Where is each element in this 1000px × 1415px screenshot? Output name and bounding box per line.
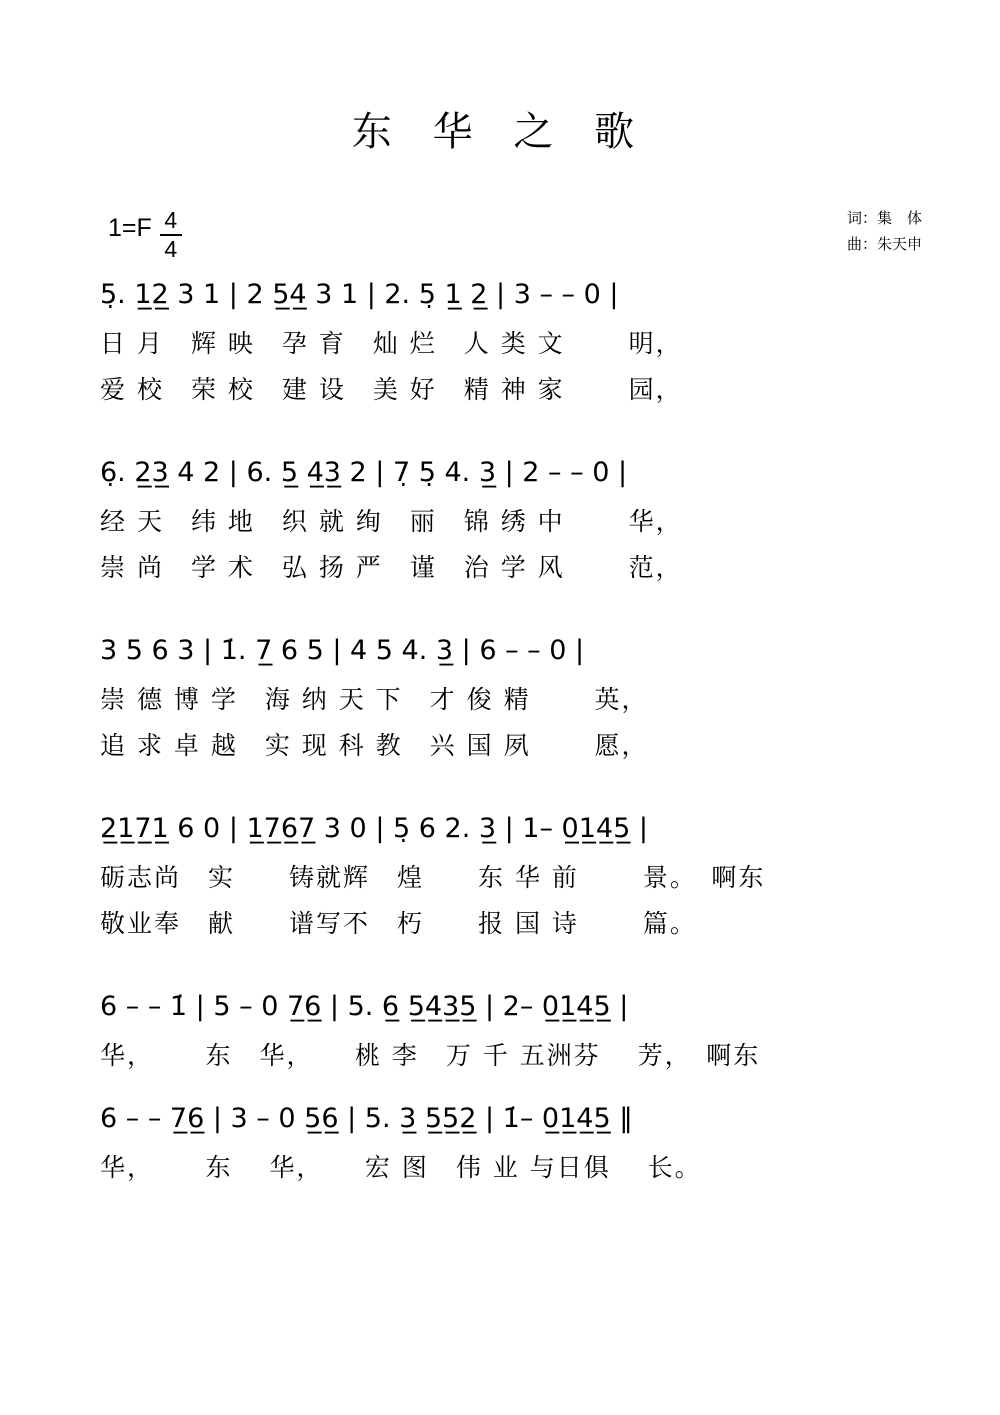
time-signature-numerator: 4: [164, 207, 178, 233]
music-system-6: [0, 1093, 1000, 1191]
notation-line: 3 5 6 3 | 1̇. 7̲ 6 5 | 4 5 4. 3̲ | 6 – – 0 |: [100, 635, 585, 666]
composer-credit: 曲：朱天申: [846, 235, 922, 253]
notation-line: 2̲1̲7̲1̲ 6 0 | 1̲7̲6̲7̲ 3 0 | 5̣ 6 2. 3̲ | 1– 0̲1̲4̲5̲ |: [100, 813, 648, 844]
lyric-line: 砺志尚 实 铸就辉 煌 东 华 前 景。 啊东: [100, 863, 766, 892]
notation-line: 5̣. 1̲2̲ 3 1 | 2 5̲4̲ 3 1 | 2. 5̣ 1̲ 2̲ | 3 – – 0 |: [100, 279, 619, 310]
lyric-line: 华， 东 华， 宏 图 伟 业 与日俱 长。: [100, 1153, 702, 1182]
system-spacer: [0, 413, 1000, 447]
system-spacer: [0, 769, 1000, 803]
key-signature: 1=F: [108, 214, 152, 242]
lyric-line: 爱 校 荣 校 建 设 美 好 精 神 家 园，: [100, 375, 683, 404]
lyricist-credit: 词：集 体: [846, 209, 922, 227]
lyric-line: 追 求 卓 越 实 现 科 教 兴 国 夙 愿，: [100, 731, 649, 760]
lyric-line: 崇 德 博 学 海 纳 天 下 才 俊 精 英，: [100, 685, 649, 714]
time-signature: [160, 209, 182, 261]
lyric-line: 华， 东 华， 桃 李 万 千 五洲芬 芳， 啊东: [100, 1041, 761, 1070]
system-spacer: [0, 947, 1000, 981]
music-system-2: [0, 447, 1000, 591]
key-signature-group: [108, 209, 182, 261]
notation-line: 6̣. 2̲3̲ 4 2 | 6. 5̲ 4̲3̲ 2 | 7̣ 5̣ 4. 3̲ | 2 – – 0 |: [100, 457, 628, 488]
music-system-4: [0, 803, 1000, 947]
notation-line: 6 – – 1̇ | 5 – 0 7̲6̲ | 5. 6̲ 5̲4̲3̲5̲ | 2– 0̲1̲4̲5̲ |: [100, 991, 629, 1022]
system-spacer: [0, 591, 1000, 625]
notation-line: 6 – – 7̲6̲ | 3 – 0 5̲6̲ | 5. 3̲ 5̲5̲2̲ | 1̇– 0̲1̲4̲5̲ ‖: [100, 1103, 633, 1134]
lyric-line: 经 天 纬 地 织 就 绚 丽 锦 绣 中 华，: [100, 507, 683, 536]
music-system-3: [0, 625, 1000, 769]
lyric-line: 日 月 辉 映 孕 育 灿 烂 人 类 文 明，: [100, 329, 683, 358]
lyric-line: 敬业奉 献 谱写不 朽 报 国 诗 篇。: [100, 909, 697, 938]
lyric-line: 崇 尚 学 术 弘 扬 严 谨 治 学 风 范，: [100, 553, 683, 582]
credits-block: [847, 205, 922, 257]
music-system-1: [0, 269, 1000, 413]
time-signature-denominator: 4: [164, 236, 178, 262]
music-system-5: [0, 981, 1000, 1079]
score-header: [0, 199, 1000, 269]
system-spacer: [0, 1079, 1000, 1093]
page-title: 东 华 之 歌: [351, 109, 649, 155]
